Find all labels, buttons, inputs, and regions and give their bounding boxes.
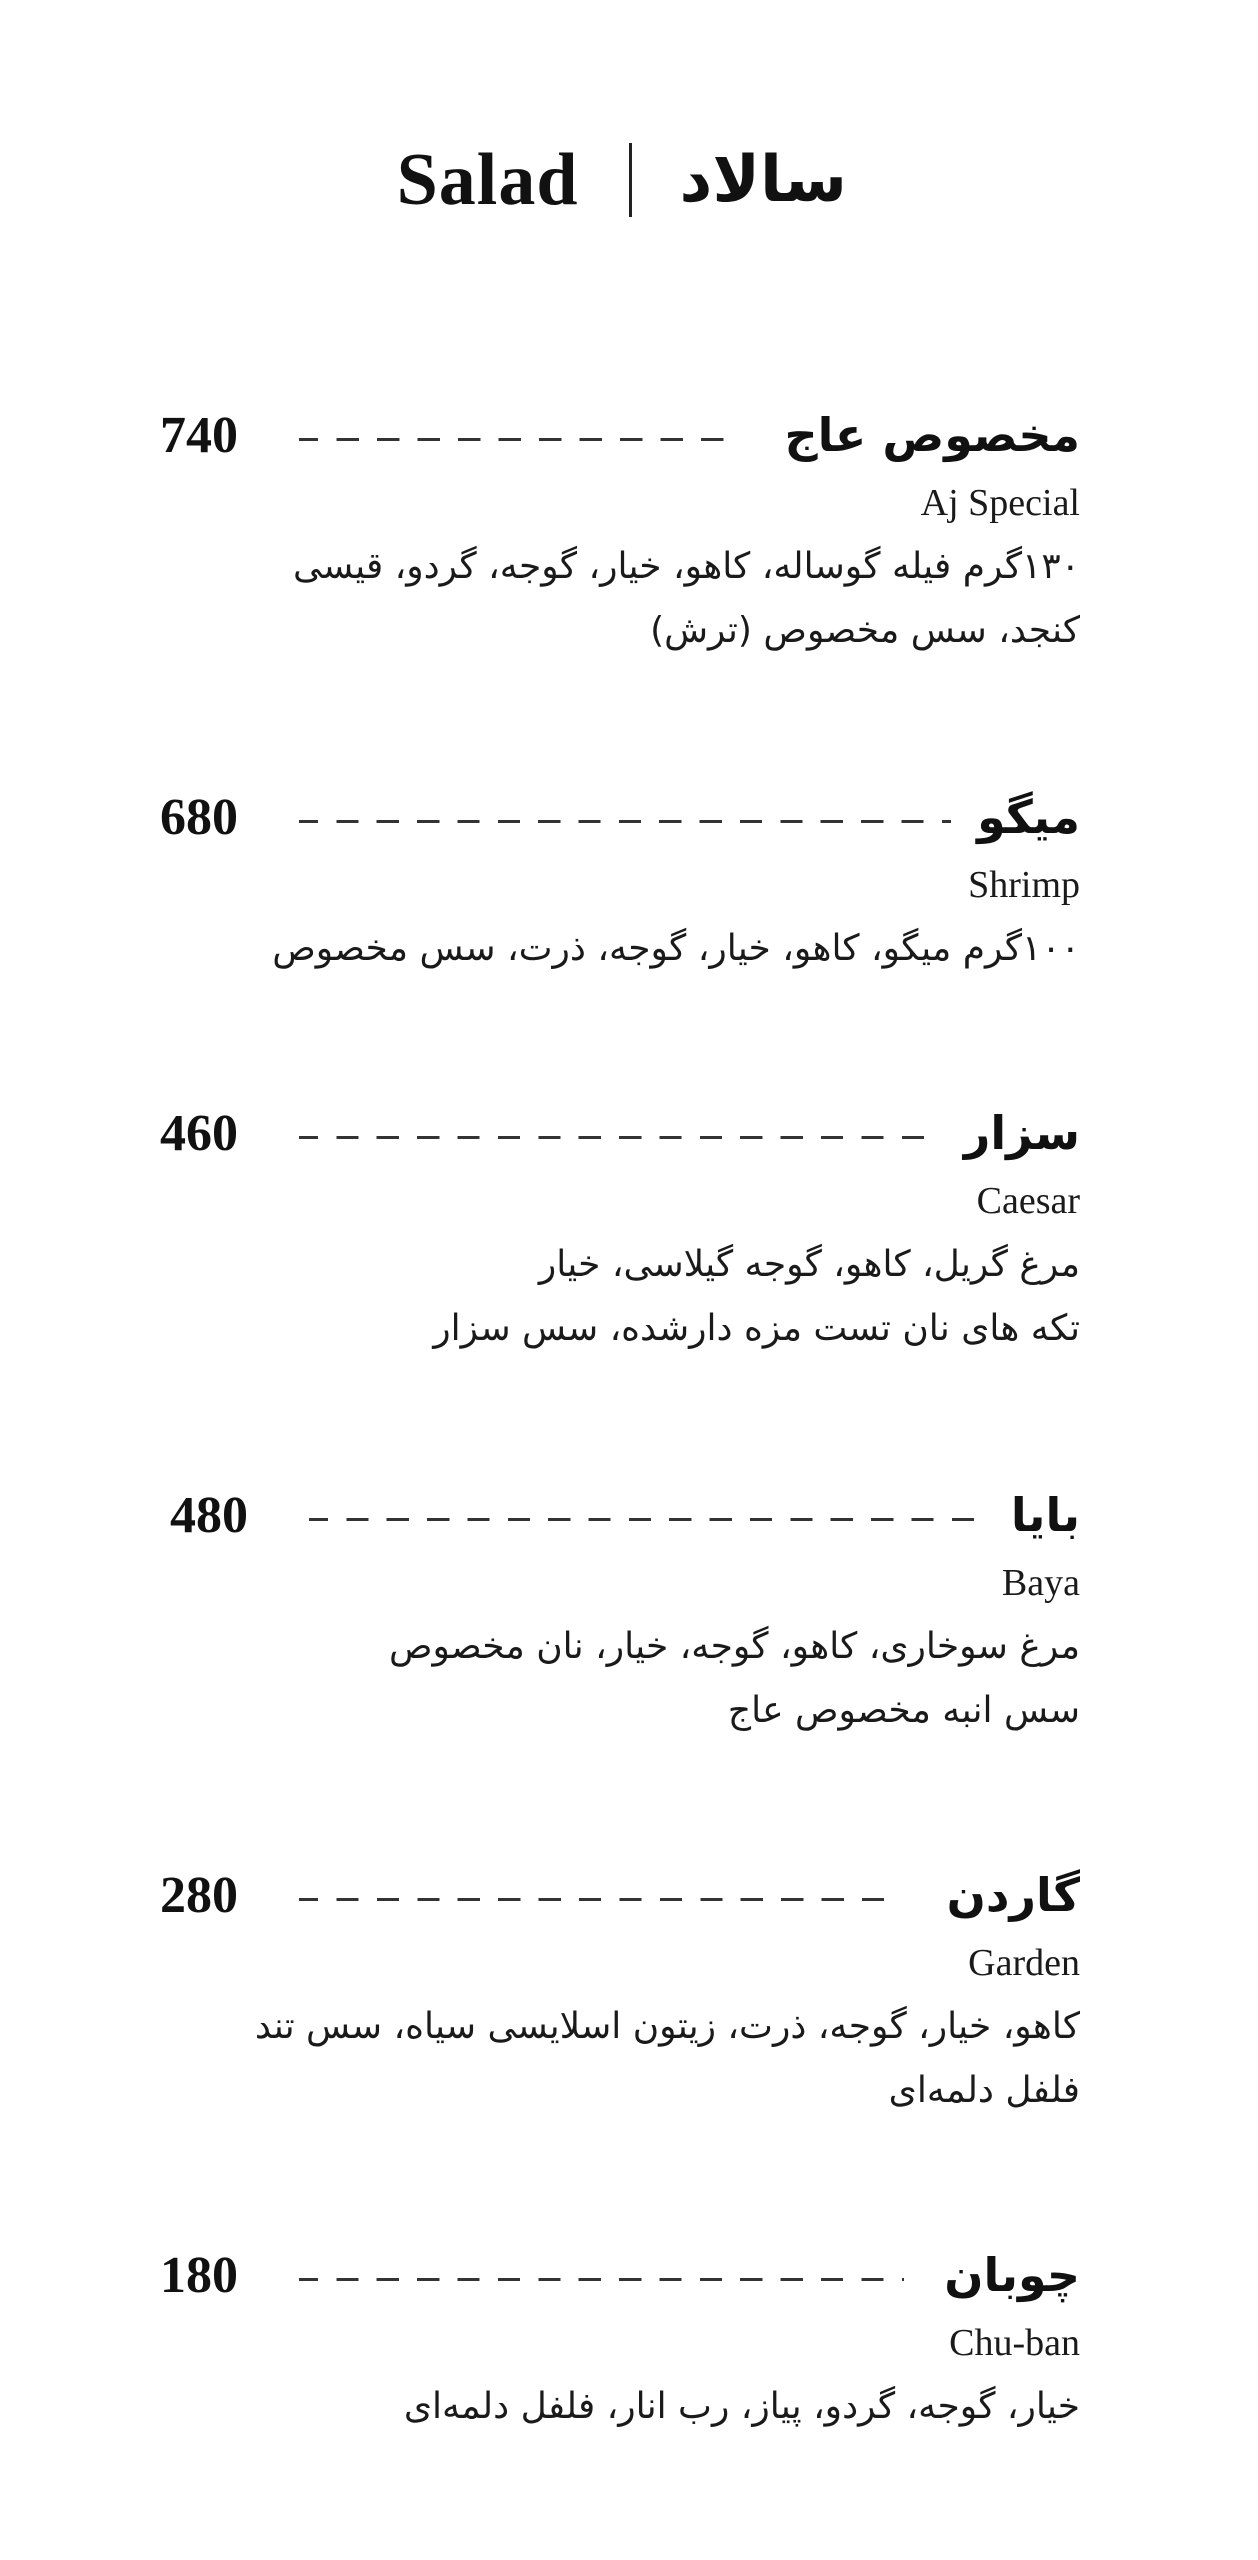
description-line: خیار، گوجه، گردو، پیاز، رب انار، فلفل دلمه‌ای bbox=[403, 2386, 1080, 2427]
menu-item-header bbox=[160, 2235, 1080, 2315]
menu-item bbox=[160, 1855, 1080, 2123]
item-price: 460 bbox=[160, 1104, 238, 1162]
description-line: ۱۰۰گرم میگو، کاهو، خیار، گوجه، ذرت، سس مخصوص bbox=[272, 928, 1080, 969]
menu-item-header bbox=[160, 1093, 1080, 1173]
item-name-english: Shrimp bbox=[968, 864, 1080, 906]
item-price: 680 bbox=[160, 788, 238, 846]
menu-item-header bbox=[160, 1475, 1080, 1555]
description-line: مرغ گریل، کاهو، گوجه گیلاسی، خیار bbox=[538, 1244, 1080, 1285]
dotted-leader bbox=[299, 438, 734, 441]
item-name-english: Baya bbox=[1001, 1562, 1080, 1604]
item-name-persian: چوبان bbox=[944, 2248, 1080, 2302]
menu-item-header bbox=[160, 395, 1080, 475]
item-name-english: Caesar bbox=[976, 1180, 1080, 1222]
menu-section-title bbox=[0, 120, 1258, 240]
section-title-english: Salad bbox=[396, 138, 579, 221]
item-price: 180 bbox=[160, 2246, 238, 2304]
item-description bbox=[160, 1995, 1080, 2123]
item-price: 480 bbox=[170, 1486, 248, 1544]
item-description bbox=[160, 2375, 1080, 2439]
dotted-leader bbox=[299, 1136, 938, 1139]
dotted-leader bbox=[299, 1898, 897, 1901]
menu-item bbox=[160, 1475, 1080, 1743]
item-description bbox=[160, 917, 1080, 981]
description-line: تکه های نان تست مزه دارشده، سس سزار bbox=[433, 1308, 1080, 1349]
item-name-english: Aj Special bbox=[920, 482, 1080, 524]
item-name-english: Garden bbox=[968, 1942, 1080, 1984]
description-line: مرغ سوخاری، کاهو، گوجه، خیار، نان مخصوص bbox=[388, 1626, 1080, 1667]
dotted-leader bbox=[309, 1518, 985, 1521]
item-name-persian: سزار bbox=[963, 1106, 1080, 1160]
dotted-leader bbox=[299, 820, 951, 823]
description-line: کنجد، سس مخصوص (ترش) bbox=[650, 610, 1080, 651]
menu-item bbox=[160, 777, 1080, 981]
menu-item-header bbox=[160, 777, 1080, 857]
item-description bbox=[160, 1615, 1080, 1743]
item-name-persian: بایا bbox=[1010, 1488, 1080, 1542]
description-line: فلفل دلمه‌ای bbox=[888, 2070, 1080, 2111]
item-price: 740 bbox=[160, 406, 238, 464]
item-description bbox=[160, 535, 1080, 663]
item-price: 280 bbox=[160, 1866, 238, 1924]
item-description bbox=[160, 1233, 1080, 1361]
section-title-persian: سالاد bbox=[679, 143, 847, 217]
description-line: سس انبه مخصوص عاج bbox=[727, 1690, 1080, 1731]
description-line: ۱۳۰گرم فیله گوساله، کاهو، خیار، گوجه، گردو، قیسی bbox=[293, 546, 1080, 587]
menu-item bbox=[160, 395, 1080, 663]
item-name-persian: گاردن bbox=[946, 1868, 1080, 1922]
item-name-persian: میگو bbox=[977, 790, 1080, 844]
title-separator bbox=[629, 143, 632, 217]
menu-item bbox=[160, 1093, 1080, 1361]
menu-item-header bbox=[160, 1855, 1080, 1935]
dotted-leader bbox=[299, 2278, 904, 2281]
item-name-english: Chu-ban bbox=[949, 2322, 1080, 2364]
menu-item bbox=[160, 2235, 1080, 2439]
description-line: کاهو، خیار، گوجه، ذرت، زیتون اسلایسی سیاه، سس تند bbox=[254, 2006, 1080, 2047]
item-name-persian: مخصوص عاج bbox=[784, 408, 1080, 462]
